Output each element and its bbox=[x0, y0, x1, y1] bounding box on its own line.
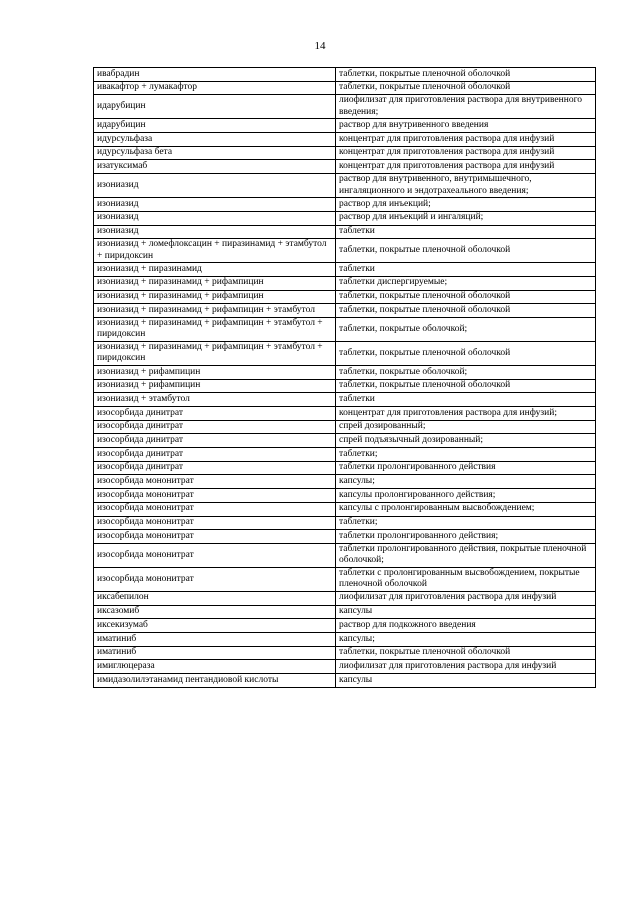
dosage-form-cell: таблетки bbox=[336, 393, 596, 407]
table-row bbox=[94, 516, 596, 530]
dosage-form-cell: лиофилизат для приготовления раствора для внутривенного введения; bbox=[336, 95, 596, 119]
drug-name-cell: изониазид bbox=[94, 198, 336, 212]
table-row bbox=[94, 304, 596, 318]
drug-name-cell: изосорбида динитрат bbox=[94, 448, 336, 462]
table-row bbox=[94, 68, 596, 82]
drug-name-cell: изосорбида динитрат bbox=[94, 407, 336, 421]
dosage-form-cell: таблетки, покрытые оболочкой; bbox=[336, 317, 596, 341]
drug-name-cell: изониазид + рифампицин bbox=[94, 379, 336, 393]
table-row bbox=[94, 119, 596, 133]
table-row bbox=[94, 434, 596, 448]
dosage-form-cell: концентрат для приготовления раствора для инфузий bbox=[336, 146, 596, 160]
table-row bbox=[94, 660, 596, 674]
dosage-form-cell: таблетки, покрытые пленочной оболочкой bbox=[336, 290, 596, 304]
table-row bbox=[94, 605, 596, 619]
table-row bbox=[94, 146, 596, 160]
drug-name-cell: изониазид + пиразинамид + рифампицин bbox=[94, 290, 336, 304]
table-row bbox=[94, 198, 596, 212]
drug-name-cell: изониазид + пиразинамид + рифампицин + этамбутол + пиридоксин bbox=[94, 341, 336, 365]
table-row bbox=[94, 225, 596, 239]
drug-name-cell: имиглюцераза bbox=[94, 660, 336, 674]
dosage-form-cell: таблетки, покрытые пленочной оболочкой bbox=[336, 304, 596, 318]
dosage-form-cell: капсулы; bbox=[336, 475, 596, 489]
table-row bbox=[94, 502, 596, 516]
table-row bbox=[94, 379, 596, 393]
table-row bbox=[94, 341, 596, 365]
dosage-form-cell: раствор для внутривенного, внутримышечного, ингаляционного и эндотрахеального введения; bbox=[336, 174, 596, 198]
dosage-form-cell: капсулы пролонгированного действия; bbox=[336, 489, 596, 503]
dosage-form-cell: таблетки, покрытые пленочной оболочкой bbox=[336, 68, 596, 82]
table-row bbox=[94, 407, 596, 421]
drug-name-cell: изосорбида мононитрат bbox=[94, 530, 336, 544]
dosage-form-cell: капсулы bbox=[336, 605, 596, 619]
dosage-form-cell: раствор для инъекций; bbox=[336, 198, 596, 212]
table-row bbox=[94, 567, 596, 591]
drug-name-cell: иксабепилон bbox=[94, 591, 336, 605]
dosage-form-cell: таблетки; bbox=[336, 516, 596, 530]
table-row bbox=[94, 674, 596, 688]
dosage-form-cell: таблетки bbox=[336, 263, 596, 277]
table-row bbox=[94, 211, 596, 225]
dosage-form-cell: концентрат для приготовления раствора для инфузий bbox=[336, 133, 596, 147]
table-row bbox=[94, 263, 596, 277]
table-row bbox=[94, 530, 596, 544]
table-row bbox=[94, 239, 596, 263]
table-row bbox=[94, 591, 596, 605]
table-row bbox=[94, 160, 596, 174]
table-row bbox=[94, 646, 596, 660]
dosage-form-cell: таблетки пролонгированного действия; bbox=[336, 530, 596, 544]
drug-name-cell: изониазид + рифампицин bbox=[94, 365, 336, 379]
drug-name-cell: идарубицин bbox=[94, 95, 336, 119]
dosage-form-cell: таблетки bbox=[336, 225, 596, 239]
drug-name-cell: изосорбида мононитрат bbox=[94, 543, 336, 567]
drug-name-cell: изониазид + этамбутол bbox=[94, 393, 336, 407]
dosage-form-cell: раствор для внутривенного введения bbox=[336, 119, 596, 133]
page-number: 14 bbox=[314, 40, 326, 52]
table-row bbox=[94, 81, 596, 95]
table-row bbox=[94, 461, 596, 475]
drug-name-cell: изатуксимаб bbox=[94, 160, 336, 174]
drug-name-cell: изониазид + пиразинамид + рифампицин + этамбутол bbox=[94, 304, 336, 318]
drug-name-cell: идарубицин bbox=[94, 119, 336, 133]
table-row bbox=[94, 290, 596, 304]
table-row bbox=[94, 174, 596, 198]
drug-name-cell: иматиниб bbox=[94, 646, 336, 660]
drug-name-cell: изониазид + ломефлоксацин + пиразинамид + этамбутол + пиридоксин bbox=[94, 239, 336, 263]
dosage-form-cell: спрей дозированный; bbox=[336, 420, 596, 434]
dosage-form-cell: таблетки, покрытые пленочной оболочкой bbox=[336, 379, 596, 393]
table-row bbox=[94, 393, 596, 407]
drug-table bbox=[93, 67, 596, 688]
drug-name-cell: изониазид bbox=[94, 174, 336, 198]
drug-name-cell: изониазид + пиразинамид bbox=[94, 263, 336, 277]
drug-name-cell: изосорбида динитрат bbox=[94, 420, 336, 434]
drug-name-cell: изониазид + пиразинамид + рифампицин bbox=[94, 276, 336, 290]
dosage-form-cell: раствор для подкожного введения bbox=[336, 619, 596, 633]
drug-name-cell: иксекизумаб bbox=[94, 619, 336, 633]
drug-name-cell: ивакафтор + лумакафтор bbox=[94, 81, 336, 95]
drug-name-cell: изосорбида динитрат bbox=[94, 434, 336, 448]
table-row bbox=[94, 619, 596, 633]
dosage-form-cell: таблетки, покрытые пленочной оболочкой bbox=[336, 646, 596, 660]
drug-name-cell: изониазид bbox=[94, 211, 336, 225]
table-row bbox=[94, 632, 596, 646]
table-row bbox=[94, 276, 596, 290]
dosage-form-cell: капсулы с пролонгированным высвобождением; bbox=[336, 502, 596, 516]
drug-name-cell: иматиниб bbox=[94, 632, 336, 646]
drug-name-cell: имидазолилэтанамид пентандиовой кислоты bbox=[94, 674, 336, 688]
dosage-form-cell: таблетки, покрытые пленочной оболочкой bbox=[336, 81, 596, 95]
table-row bbox=[94, 95, 596, 119]
dosage-form-cell: таблетки пролонгированного действия bbox=[336, 461, 596, 475]
drug-name-cell: изосорбида мононитрат bbox=[94, 567, 336, 591]
dosage-form-cell: таблетки, покрытые оболочкой; bbox=[336, 365, 596, 379]
drug-name-cell: изосорбида мононитрат bbox=[94, 475, 336, 489]
drug-table-body bbox=[94, 68, 596, 688]
dosage-form-cell: спрей подъязычный дозированный; bbox=[336, 434, 596, 448]
drug-name-cell: ивабрадин bbox=[94, 68, 336, 82]
dosage-form-cell: концентрат для приготовления раствора для инфузий; bbox=[336, 407, 596, 421]
dosage-form-cell: таблетки с пролонгированным высвобождением, покрытые пленочной оболочкой bbox=[336, 567, 596, 591]
dosage-form-cell: лиофилизат для приготовления раствора для инфузий bbox=[336, 660, 596, 674]
drug-name-cell: идурсульфаза bbox=[94, 133, 336, 147]
table-row bbox=[94, 543, 596, 567]
drug-name-cell: изосорбида мононитрат bbox=[94, 502, 336, 516]
dosage-form-cell: таблетки диспергируемые; bbox=[336, 276, 596, 290]
table-row bbox=[94, 448, 596, 462]
dosage-form-cell: таблетки пролонгированного действия, покрытые пленочной оболочкой; bbox=[336, 543, 596, 567]
dosage-form-cell: капсулы; bbox=[336, 632, 596, 646]
table-row bbox=[94, 133, 596, 147]
dosage-form-cell: концентрат для приготовления раствора для инфузий bbox=[336, 160, 596, 174]
dosage-form-cell: раствор для инъекций и ингаляций; bbox=[336, 211, 596, 225]
drug-name-cell: иксазомиб bbox=[94, 605, 336, 619]
dosage-form-cell: таблетки; bbox=[336, 448, 596, 462]
table-row bbox=[94, 365, 596, 379]
table-row bbox=[94, 420, 596, 434]
table-row bbox=[94, 489, 596, 503]
drug-name-cell: изониазид bbox=[94, 225, 336, 239]
dosage-form-cell: капсулы bbox=[336, 674, 596, 688]
drug-name-cell: изосорбида мононитрат bbox=[94, 516, 336, 530]
drug-name-cell: изосорбида мононитрат bbox=[94, 489, 336, 503]
drug-name-cell: изосорбида динитрат bbox=[94, 461, 336, 475]
drug-name-cell: идурсульфаза бета bbox=[94, 146, 336, 160]
dosage-form-cell: лиофилизат для приготовления раствора для инфузий bbox=[336, 591, 596, 605]
drug-name-cell: изониазид + пиразинамид + рифампицин + этамбутол + пиридоксин bbox=[94, 317, 336, 341]
table-row bbox=[94, 317, 596, 341]
table-row bbox=[94, 475, 596, 489]
dosage-form-cell: таблетки, покрытые пленочной оболочкой bbox=[336, 341, 596, 365]
dosage-form-cell: таблетки, покрытые пленочной оболочкой bbox=[336, 239, 596, 263]
